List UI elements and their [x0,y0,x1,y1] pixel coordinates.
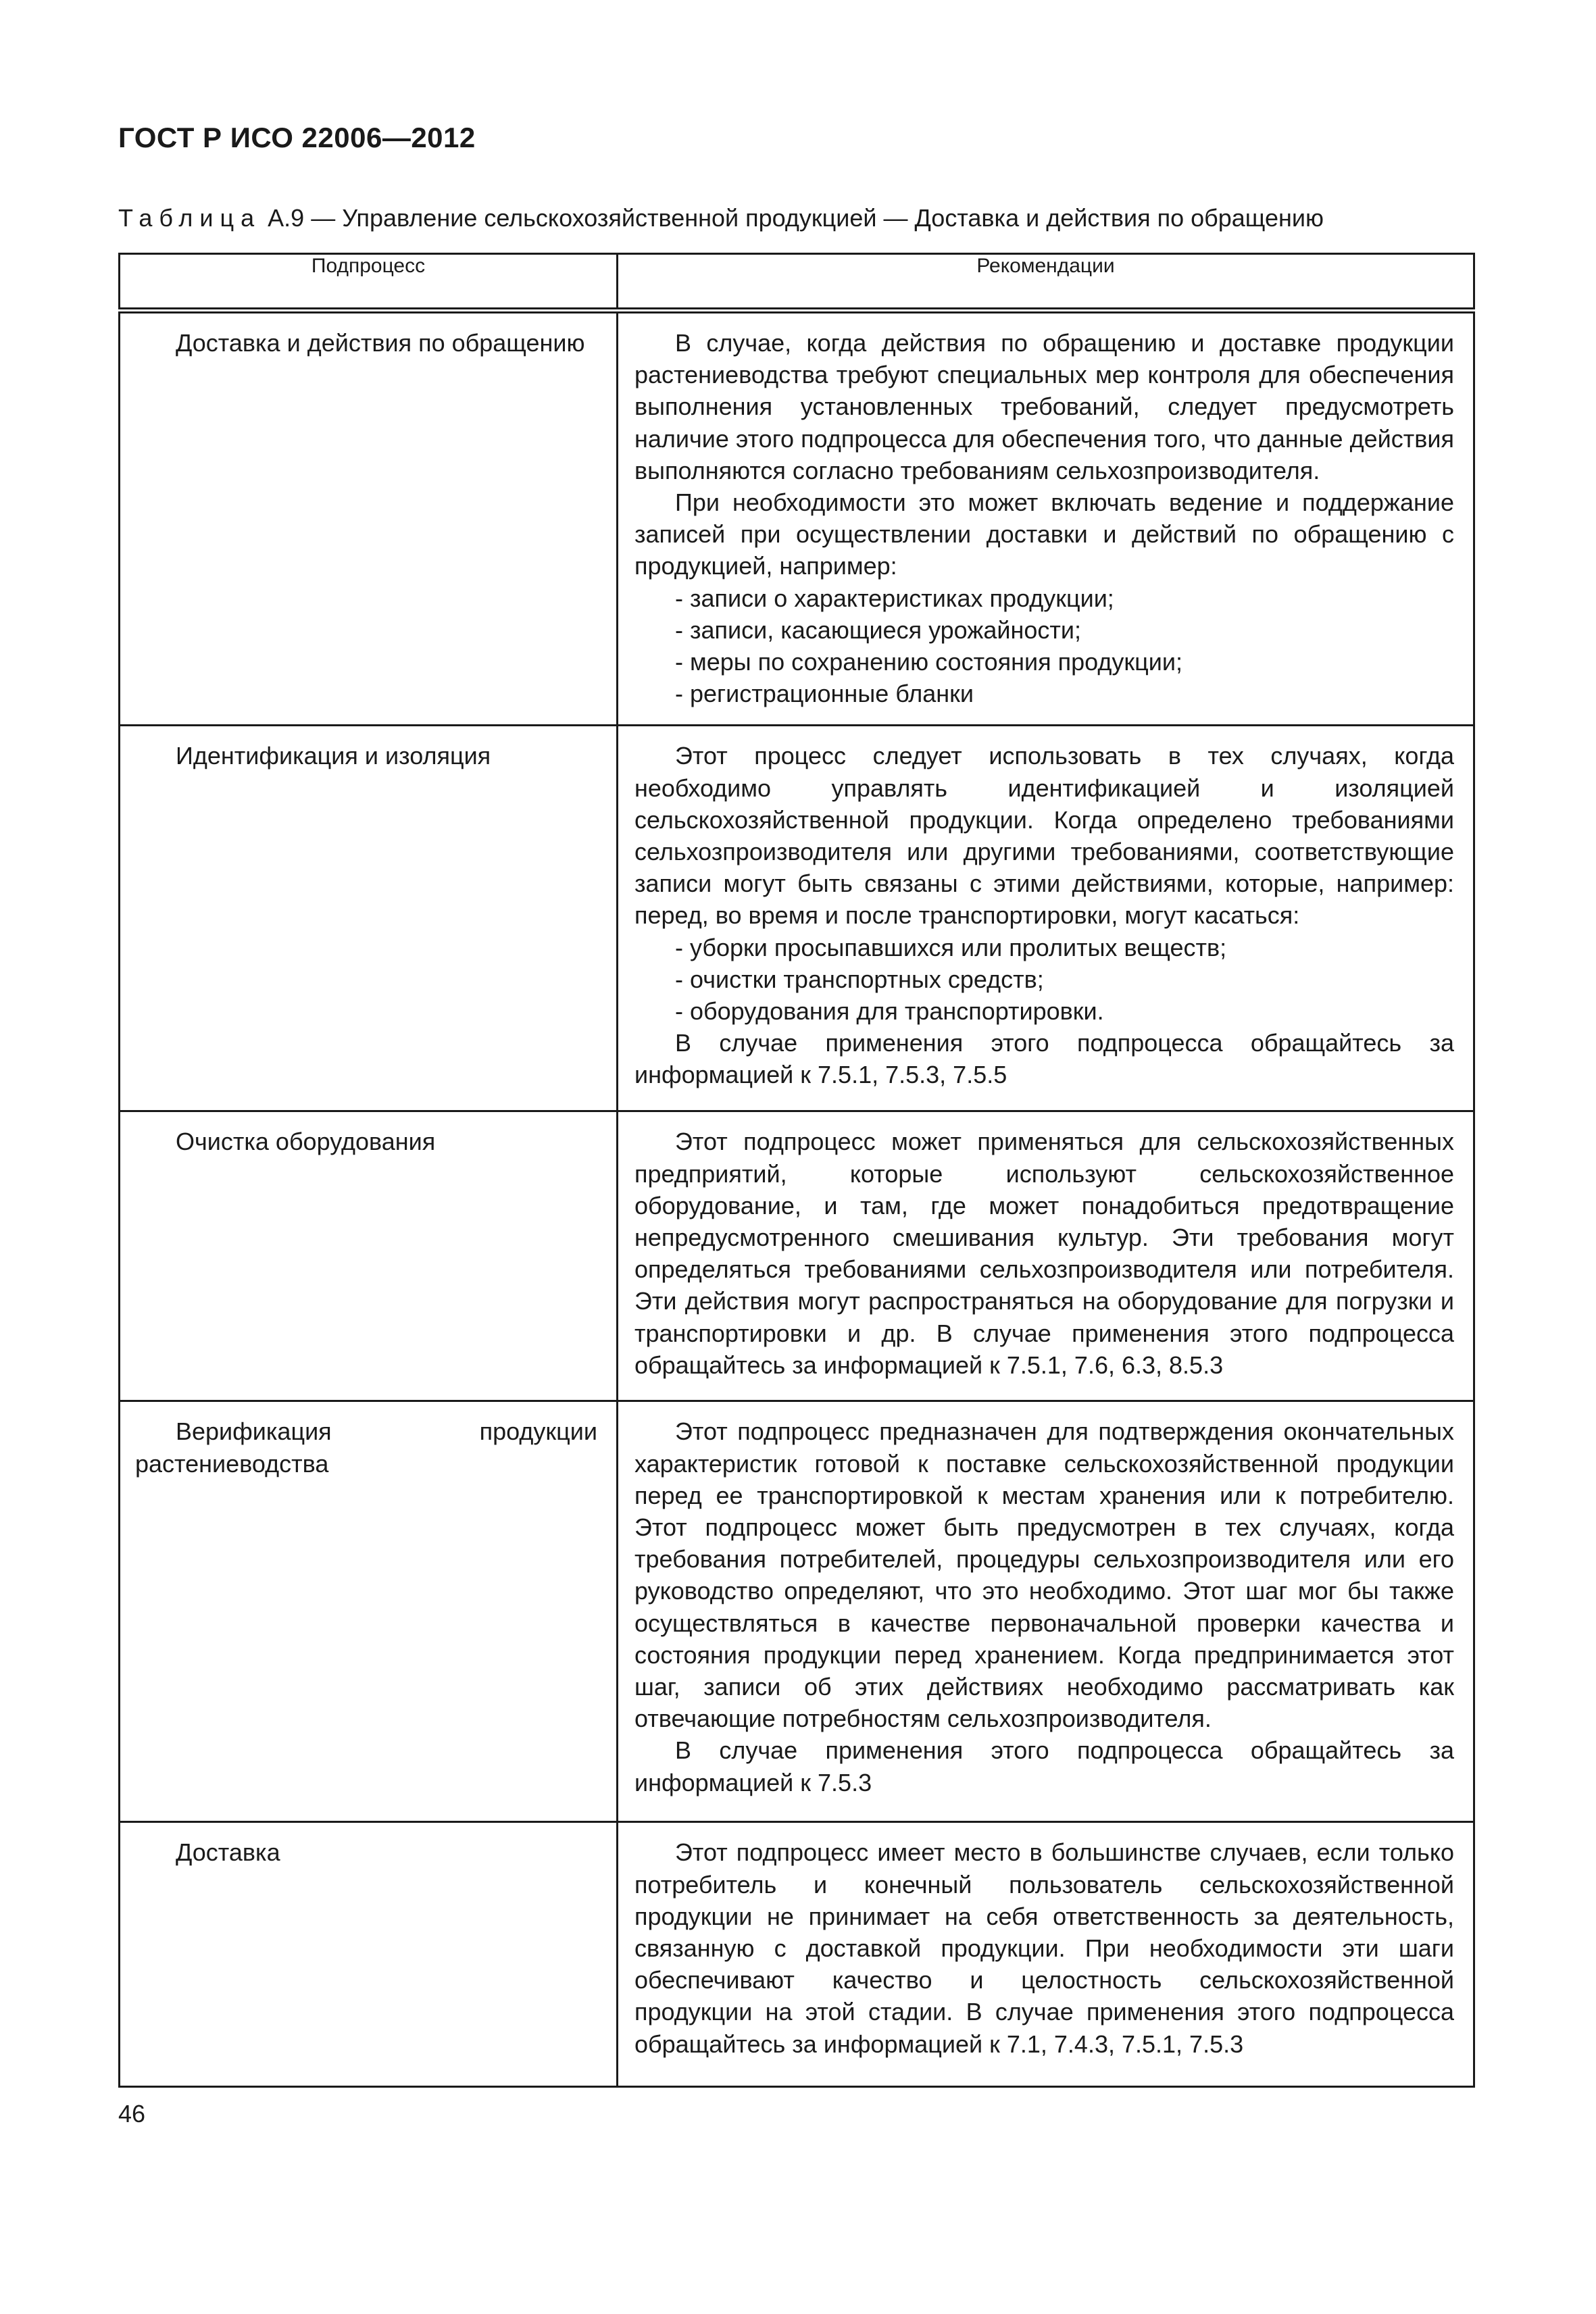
table-container [118,253,1475,2088]
recommendation-paragraph: Этот процесс следует использовать в тех случаях, когда необходимо управлять идентификацией и изоляцией сельскохозяйственной продукции. Когда определено требованиями сельхозпроизводителя или другими требованиями, соответствующие записи могут быть связаны с этими действиями, которые, например: перед, во время и после транспортировки, могут касаться: [634,742,1454,930]
list-item: - записи о характеристиках продукции; [675,584,1114,612]
column-header-recommendations: Рекомендации [618,254,1474,311]
table-caption [118,204,1466,232]
document-code: ГОСТ Р ИСО 22006—2012 [118,122,476,153]
recommendation-paragraph: При необходимости это может включать ведение и поддержание записей при осуществлении доставки и действий по обращению с продукцией, например: [634,488,1454,580]
recommendations-table [118,253,1475,2088]
table-caption-prefix: Таблица [118,204,261,232]
subprocess-name: Доставка и действия по обращению [176,329,585,357]
subprocess-cell [120,726,618,1111]
recommendation-cell [618,1401,1474,1822]
recommendation-paragraph: Этот подпроцесс имеет место в большинстве случаев, если только потребитель и конечный пользователь сельскохозяйственной продукции не принимает на себя ответственность за деятельность, связанную с доставкой продукции. При необходимости эти шаги обеспечивают качество и целостность сельскохозяйственной продукции на этой стадии. В случае применения этого подпроцесса обращайтесь за информацией к 7.1, 7.4.3, 7.5.1, 7.5.3 [634,1838,1454,2058]
page-number: 46 [118,2100,146,2128]
subprocess-cell [120,1401,618,1822]
list-item: - меры по сохранению состояния продукции; [675,648,1182,676]
column-header-subprocess: Подпроцесс [120,254,618,311]
list-item: - уборки просыпавшихся или пролитых веществ; [675,933,1227,961]
table-row [120,1111,1474,1401]
subprocess-name: Доставка [176,1838,280,1867]
subprocess-name: Идентификация и изоляция [176,742,491,770]
table-row [120,1822,1474,2087]
list-item: - очистки транспортных средств; [675,965,1044,993]
subprocess-name: Очистка оборудования [176,1128,436,1156]
subprocess-cell [120,311,618,726]
list-item: - записи, касающиеся урожайности; [675,615,1082,644]
recommendation-paragraph: В случае применения этого подпроцесса обращайтесь за информацией к 7.5.1, 7.5.3, 7.5.5 [634,1029,1454,1089]
table-caption-text: А.9 — Управление сельскохозяйственной продукцией — Доставка и действия по обращению [268,204,1324,232]
recommendation-paragraph: В случае, когда действия по обращению и доставке продукции растениеводства требуют специальных мер контроля для обеспечения выполнения установленных требований, следует предусмотреть наличие этого подпроцесса для обеспечения того, что данные действия выполняются согласно требованиям сельхозпроизводителя. [634,329,1454,484]
subprocess-cell [120,1822,618,2087]
subprocess-cell [120,1111,618,1401]
table-header-row [120,254,1474,311]
list-item: - оборудования для транспортировки. [675,997,1104,1026]
table-row [120,311,1474,726]
list-item: - регистрационные бланки [675,680,974,708]
recommendation-paragraph: В случае применения этого подпроцесса обращайтесь за информацией к 7.5.3 [634,1736,1454,1796]
subprocess-name: Верификация продукции растениеводства [135,1417,597,1478]
recommendation-cell [618,311,1474,726]
table-row [120,726,1474,1111]
recommendation-paragraph: Этот подпроцесс предназначен для подтверждения окончательных характеристик готовой к поставке сельскохозяйственной продукции перед ее транспортировкой к местам хранения или к потребителю. Этот подпроцесс может быть предусмотрен в тех случаях, когда требования потребителей, процедуры сельхозпроизводителя или его руководство определяют, что это необходимо. Этот шаг мог бы также осуществляться в качестве первоначальной проверки качества и состояния продукции перед хранением. Когда предпринимается этот шаг, записи об этих действиях необходимо рассматривать как отвечающие потребностям сельхозпроизводителя. [634,1417,1454,1733]
recommendation-cell [618,1111,1474,1401]
table-row [120,1401,1474,1822]
recommendation-cell [618,1822,1474,2087]
recommendation-cell [618,726,1474,1111]
recommendation-paragraph: Этот подпроцесс может применяться для сельскохозяйственных предприятий, которые используют сельскохозяйственное оборудование, и там, где может понадобиться предотвращение непредусмотренного смешивания культур. Эти требования могут определяться требованиями сельхозпроизводителя или потребителя. Эти действия могут распространяться на оборудование для погрузки и транспортировки и др. В случае применения этого подпроцесса обращайтесь за информацией к 7.5.1, 7.6, 6.3, 8.5.3 [634,1128,1454,1379]
